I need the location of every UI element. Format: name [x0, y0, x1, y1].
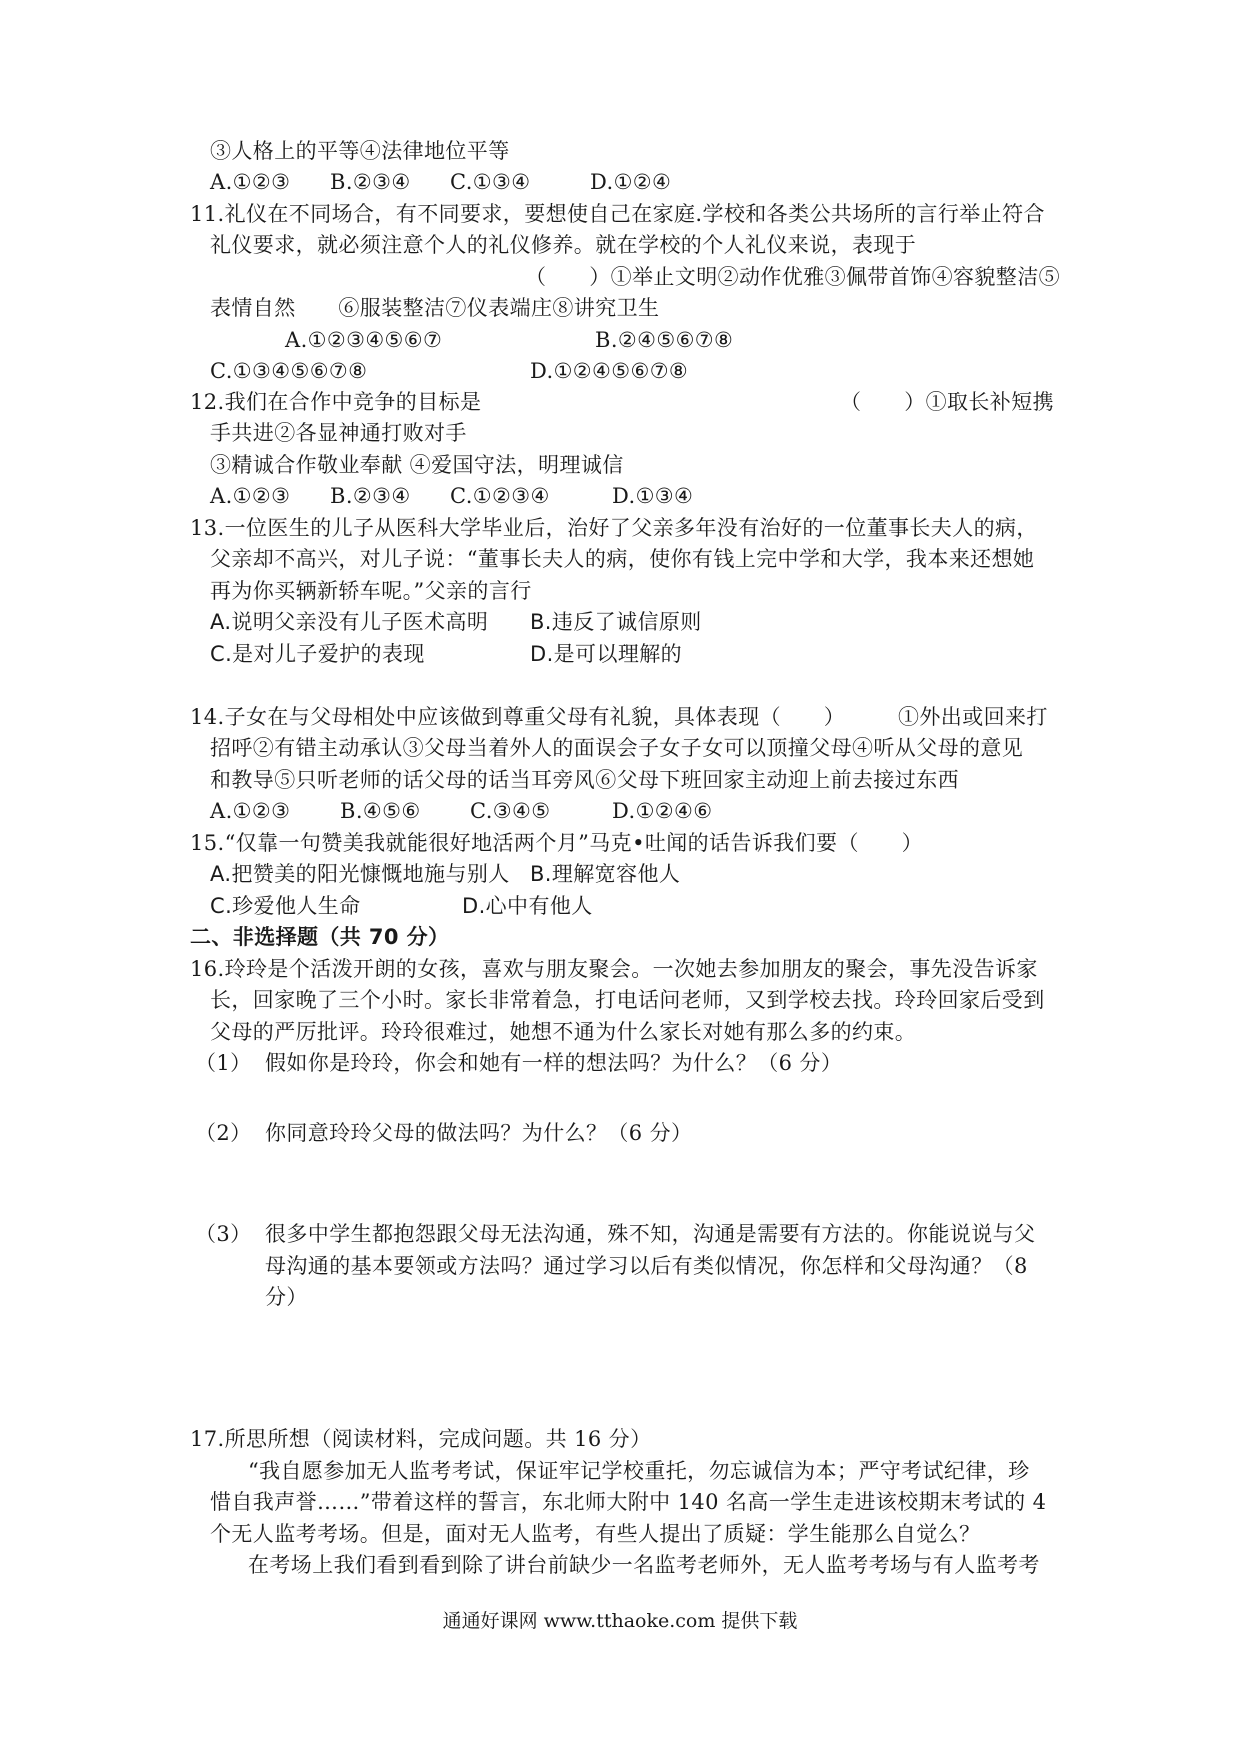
q16-line1: 16.玲玲是个活泼开朗的女孩，喜欢与朋友聚会。一次她去参加朋友的聚会，事先没告诉家	[190, 957, 1038, 981]
q16-sub1-text: 假如你是玲玲，你会和她有一样的想法吗？为什么？（6 分）	[265, 1051, 843, 1075]
q13-line3: 再为你买辆新轿车呢。”父亲的言行	[210, 579, 532, 603]
q10-option-d: D.①②④	[590, 170, 672, 194]
footer-credit: 通通好课网 www.tthaoke.com 提供下载	[442, 1610, 798, 1632]
q11-option-a: A.①②③④⑤⑥⑦	[285, 328, 443, 352]
q11-line1: 11.礼仪在不同场合，有不同要求，要想使自己在家庭.学校和各类公共场所的言行举止符合	[190, 202, 1045, 226]
q12-option-a: A.①②③	[210, 484, 291, 508]
q11-line4: 表情自然 ⑥服装整洁⑦仪表端庄⑧讲究卫生	[210, 296, 660, 320]
q16-sub1-number: （1）	[195, 1051, 252, 1075]
q16-line2: 长，回家晚了三个小时。家长非常着急，打电话问老师，又到学校去找。玲玲回家后受到	[210, 988, 1045, 1012]
q14-option-b: B.④⑤⑥	[340, 799, 421, 823]
q11-option-b: B.②④⑤⑥⑦⑧	[595, 328, 734, 352]
q15-line1: 15.“仅靠一句赞美我就能很好地活两个月”马克•吐闻的话告诉我们要（ ）	[190, 831, 924, 855]
q16-sub2-text: 你同意玲玲父母的做法吗？为什么？（6 分）	[265, 1121, 693, 1145]
q13-line1: 13.一位医生的儿子从医科大学毕业后，治好了父亲多年没有治好的一位董事长夫人的病，	[190, 516, 1038, 540]
q17-line2: “我自愿参加无人监考考试，保证牢记学校重托，勿忘诚信为本；严守考试纪律，珍	[248, 1459, 1030, 1483]
q14-line1-left: 14.子女在与父母相处中应该做到尊重父母有礼貌，具体表现（ ）	[190, 705, 846, 729]
q17-line1: 17.所思所想（阅读材料，完成问题。共 16 分）	[190, 1427, 652, 1451]
q10-option-c: C.①③④	[450, 170, 531, 194]
q12-line1-right: （ ）①取长补短携	[840, 390, 1054, 414]
q14-line1-right: ①外出或回来打	[898, 705, 1048, 729]
q11-line2: 礼仪要求，就必须注意个人的礼仪修养。就在学校的个人礼仪来说，表现于	[210, 233, 917, 257]
q14-line3: 和教导⑤只听老师的话父母的话当耳旁风⑥父母下班回家主动迎上前去接过东西	[210, 768, 959, 792]
q12-option-d: D.①③④	[612, 484, 694, 508]
q16-sub3-line3: 分）	[265, 1285, 308, 1309]
q15-option-d: D.心中有他人	[462, 894, 593, 918]
q14-line2: 招呼②有错主动承认③父母当着外人的面误会子女子女可以顶撞父母④听从父母的意见	[210, 736, 1024, 760]
q17-line4: 个无人监考考场。但是，面对无人监考，有些人提出了质疑：学生能那么自觉么？	[210, 1522, 981, 1546]
q13-option-b: B.违反了诚信原则	[530, 610, 702, 634]
q16-sub3-line1: 很多中学生都抱怨跟父母无法沟通，殊不知，沟通是需要有方法的。你能说说与父	[265, 1222, 1036, 1246]
q13-option-a: A.说明父亲没有儿子医术高明	[210, 610, 489, 634]
q16-sub3-number: （3）	[195, 1222, 252, 1246]
q17-line3: 惜自我声誉……”带着这样的誓言，东北师大附中 140 名高一学生走进该校期末考试的 4	[210, 1490, 1047, 1514]
q16-sub3-line2: 母沟通的基本要领或方法吗？通过学习以后有类似情况，你怎样和父母沟通？（8	[265, 1254, 1028, 1278]
q15-option-c: C.珍爱他人生命	[210, 894, 361, 918]
q13-option-c: C.是对儿子爱护的表现	[210, 642, 425, 666]
q12-line3: ③精诚合作敬业奉献 ④爱国守法，明理诚信	[210, 453, 624, 477]
q14-option-d: D.①②④⑥	[612, 799, 713, 823]
q11-option-d: D.①②④⑤⑥⑦⑧	[530, 359, 689, 383]
q12-option-b: B.②③④	[330, 484, 411, 508]
q15-option-a: A.把赞美的阳光慷慨地施与别人	[210, 862, 510, 886]
q17-line5: 在考场上我们看到看到除了讲台前缺少一名监考老师外，无人监考考场与有人监考考	[248, 1553, 1040, 1577]
q14-option-a: A.①②③	[210, 799, 291, 823]
q12-option-c: C.①②③④	[450, 484, 550, 508]
q11-line3: （ ）①举止文明②动作优雅③佩带首饰④容貌整洁⑤	[525, 265, 1060, 289]
q12-line1-left: 12.我们在合作中竞争的目标是	[190, 390, 482, 414]
q10-items: ③人格上的平等④法律地位平等	[210, 139, 510, 163]
q15-option-b: B.理解宽容他人	[530, 862, 681, 886]
q13-line2: 父亲却不高兴，对儿子说：“董事长夫人的病，使你有钱上完中学和大学，我本来还想她	[210, 547, 1035, 571]
q10-option-b: B.②③④	[330, 170, 411, 194]
section-heading-non-choice: 二、非选择题（共 70 分）	[190, 925, 450, 949]
q14-option-c: C.③④⑤	[470, 799, 551, 823]
q16-sub2-number: （2）	[195, 1121, 252, 1145]
q12-line2: 手共进②各显神通打败对手	[210, 421, 467, 445]
q13-option-d: D.是可以理解的	[530, 642, 683, 666]
q10-option-a: A.①②③	[210, 170, 291, 194]
q16-line3: 父母的严厉批评。玲玲很难过，她想不通为什么家长对她有那么多的约束。	[210, 1020, 917, 1044]
q11-option-c: C.①③④⑤⑥⑦⑧	[210, 359, 368, 383]
